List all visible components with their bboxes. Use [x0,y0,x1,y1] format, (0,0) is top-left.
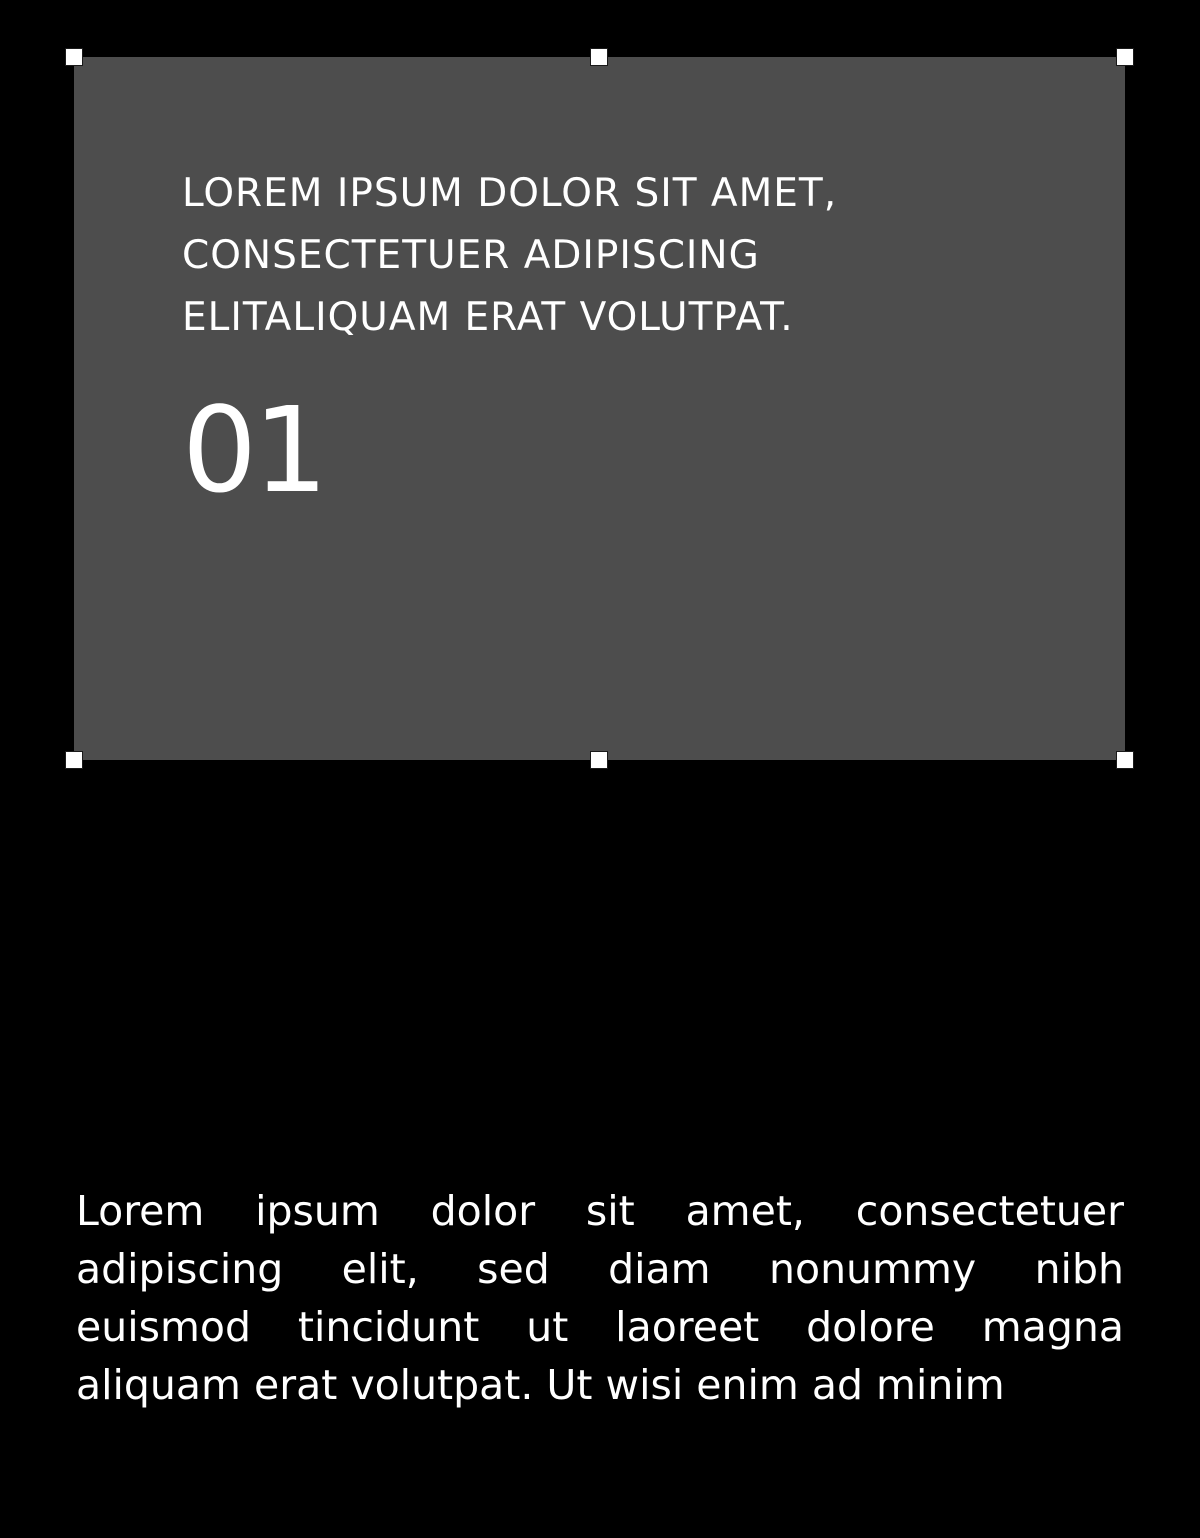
headline-line: CONSECTETUER ADIPISCING [182,233,760,278]
word: nibh [1034,1245,1124,1293]
word: dolore [806,1303,935,1351]
line-text: aliquam erat volutpat. Ut wisi enim ad minim [76,1361,1005,1409]
headline-line: ELITALIQUAM ERAT VOLUTPAT. [182,295,794,340]
word: sit [585,1187,635,1235]
resize-handle-top-right[interactable] [1116,48,1134,66]
word: nonummy [769,1245,977,1293]
card-number: 01 [182,381,325,519]
word: Lorem [76,1187,205,1235]
word: adipiscing [76,1245,284,1293]
word: elit, [341,1245,419,1293]
word: ipsum [255,1187,380,1235]
selected-text-frame[interactable] [74,57,1125,760]
body-paragraph [76,1182,1124,1414]
word: tincidunt [297,1303,480,1351]
word: consectetuer [855,1187,1124,1235]
resize-handle-top[interactable] [590,48,608,66]
word: ut [526,1303,569,1351]
paragraph-line [76,1240,1124,1298]
resize-handle-bottom[interactable] [590,751,608,769]
word: magna [981,1303,1124,1351]
resize-handle-bottom-left[interactable] [65,751,83,769]
paragraph-line [76,1298,1124,1356]
headline-line: LOREM IPSUM DOLOR SIT AMET, [182,171,838,216]
word: dolor [430,1187,536,1235]
paragraph-line [76,1182,1124,1240]
word: laoreet [615,1303,760,1351]
word: diam [608,1245,711,1293]
resize-handle-bottom-right[interactable] [1116,751,1134,769]
resize-handle-top-left[interactable] [65,48,83,66]
word: euismod [76,1303,252,1351]
paragraph-line [76,1356,1124,1414]
card-headline [182,163,1082,349]
word: amet, [685,1187,805,1235]
word: sed [477,1245,550,1293]
